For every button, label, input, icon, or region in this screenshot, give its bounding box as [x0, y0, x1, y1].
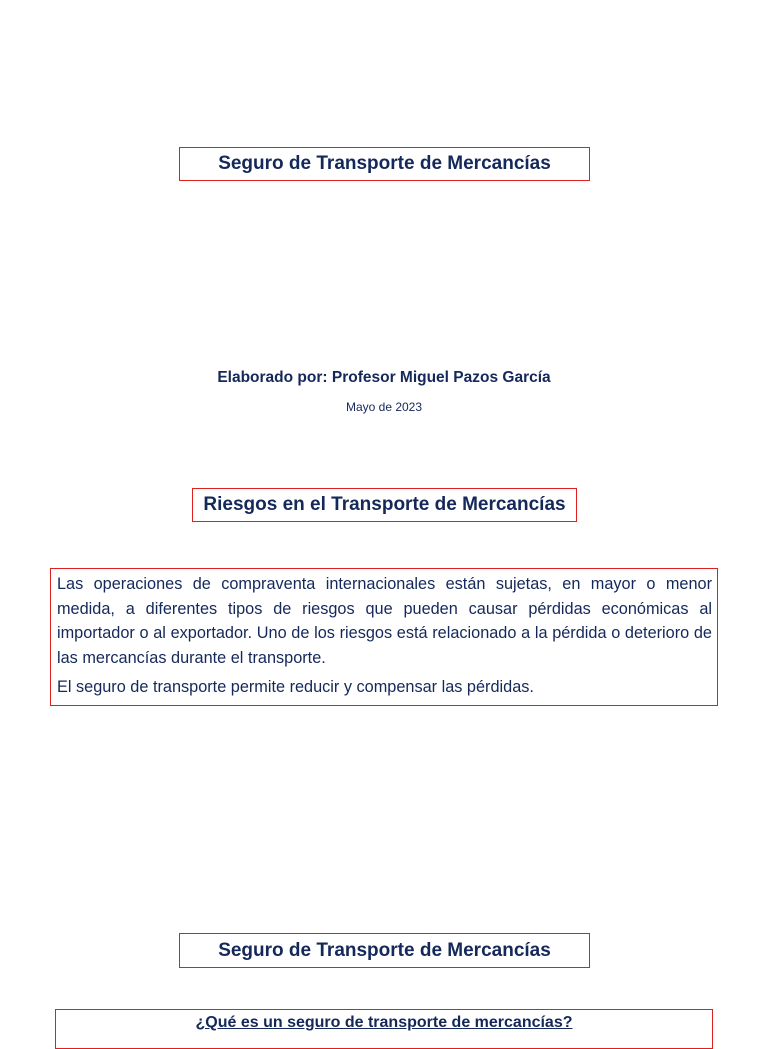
risks-title: Riesgos en el Transporte de Mercancías — [192, 488, 577, 522]
author-line: Elaborado por: Profesor Miguel Pazos García — [217, 369, 551, 386]
definition-title: Seguro de Transporte de Mercancías — [179, 933, 590, 968]
cover-title: Seguro de Transporte de Mercancías — [179, 147, 590, 181]
definition-question: ¿Qué es un seguro de transporte de mercancías? — [195, 1014, 573, 1031]
risks-text-box — [50, 568, 718, 706]
date-line: Mayo de 2023 — [345, 400, 423, 414]
definition-question-box — [55, 1009, 713, 1049]
risks-paragraph-2: El seguro de transporte permite reducir y compensar las pérdidas. — [57, 678, 534, 696]
risks-paragraph-1: Las operaciones de compraventa internacionales están sujetas, en mayor o menor medida, a diferentes tipos de riesgos que pueden causar pérdidas económicas al importador o al exportador. Uno de los riesgos está relacionado a la pérdida o deterioro de las mercancías durante el transporte. — [57, 575, 712, 667]
